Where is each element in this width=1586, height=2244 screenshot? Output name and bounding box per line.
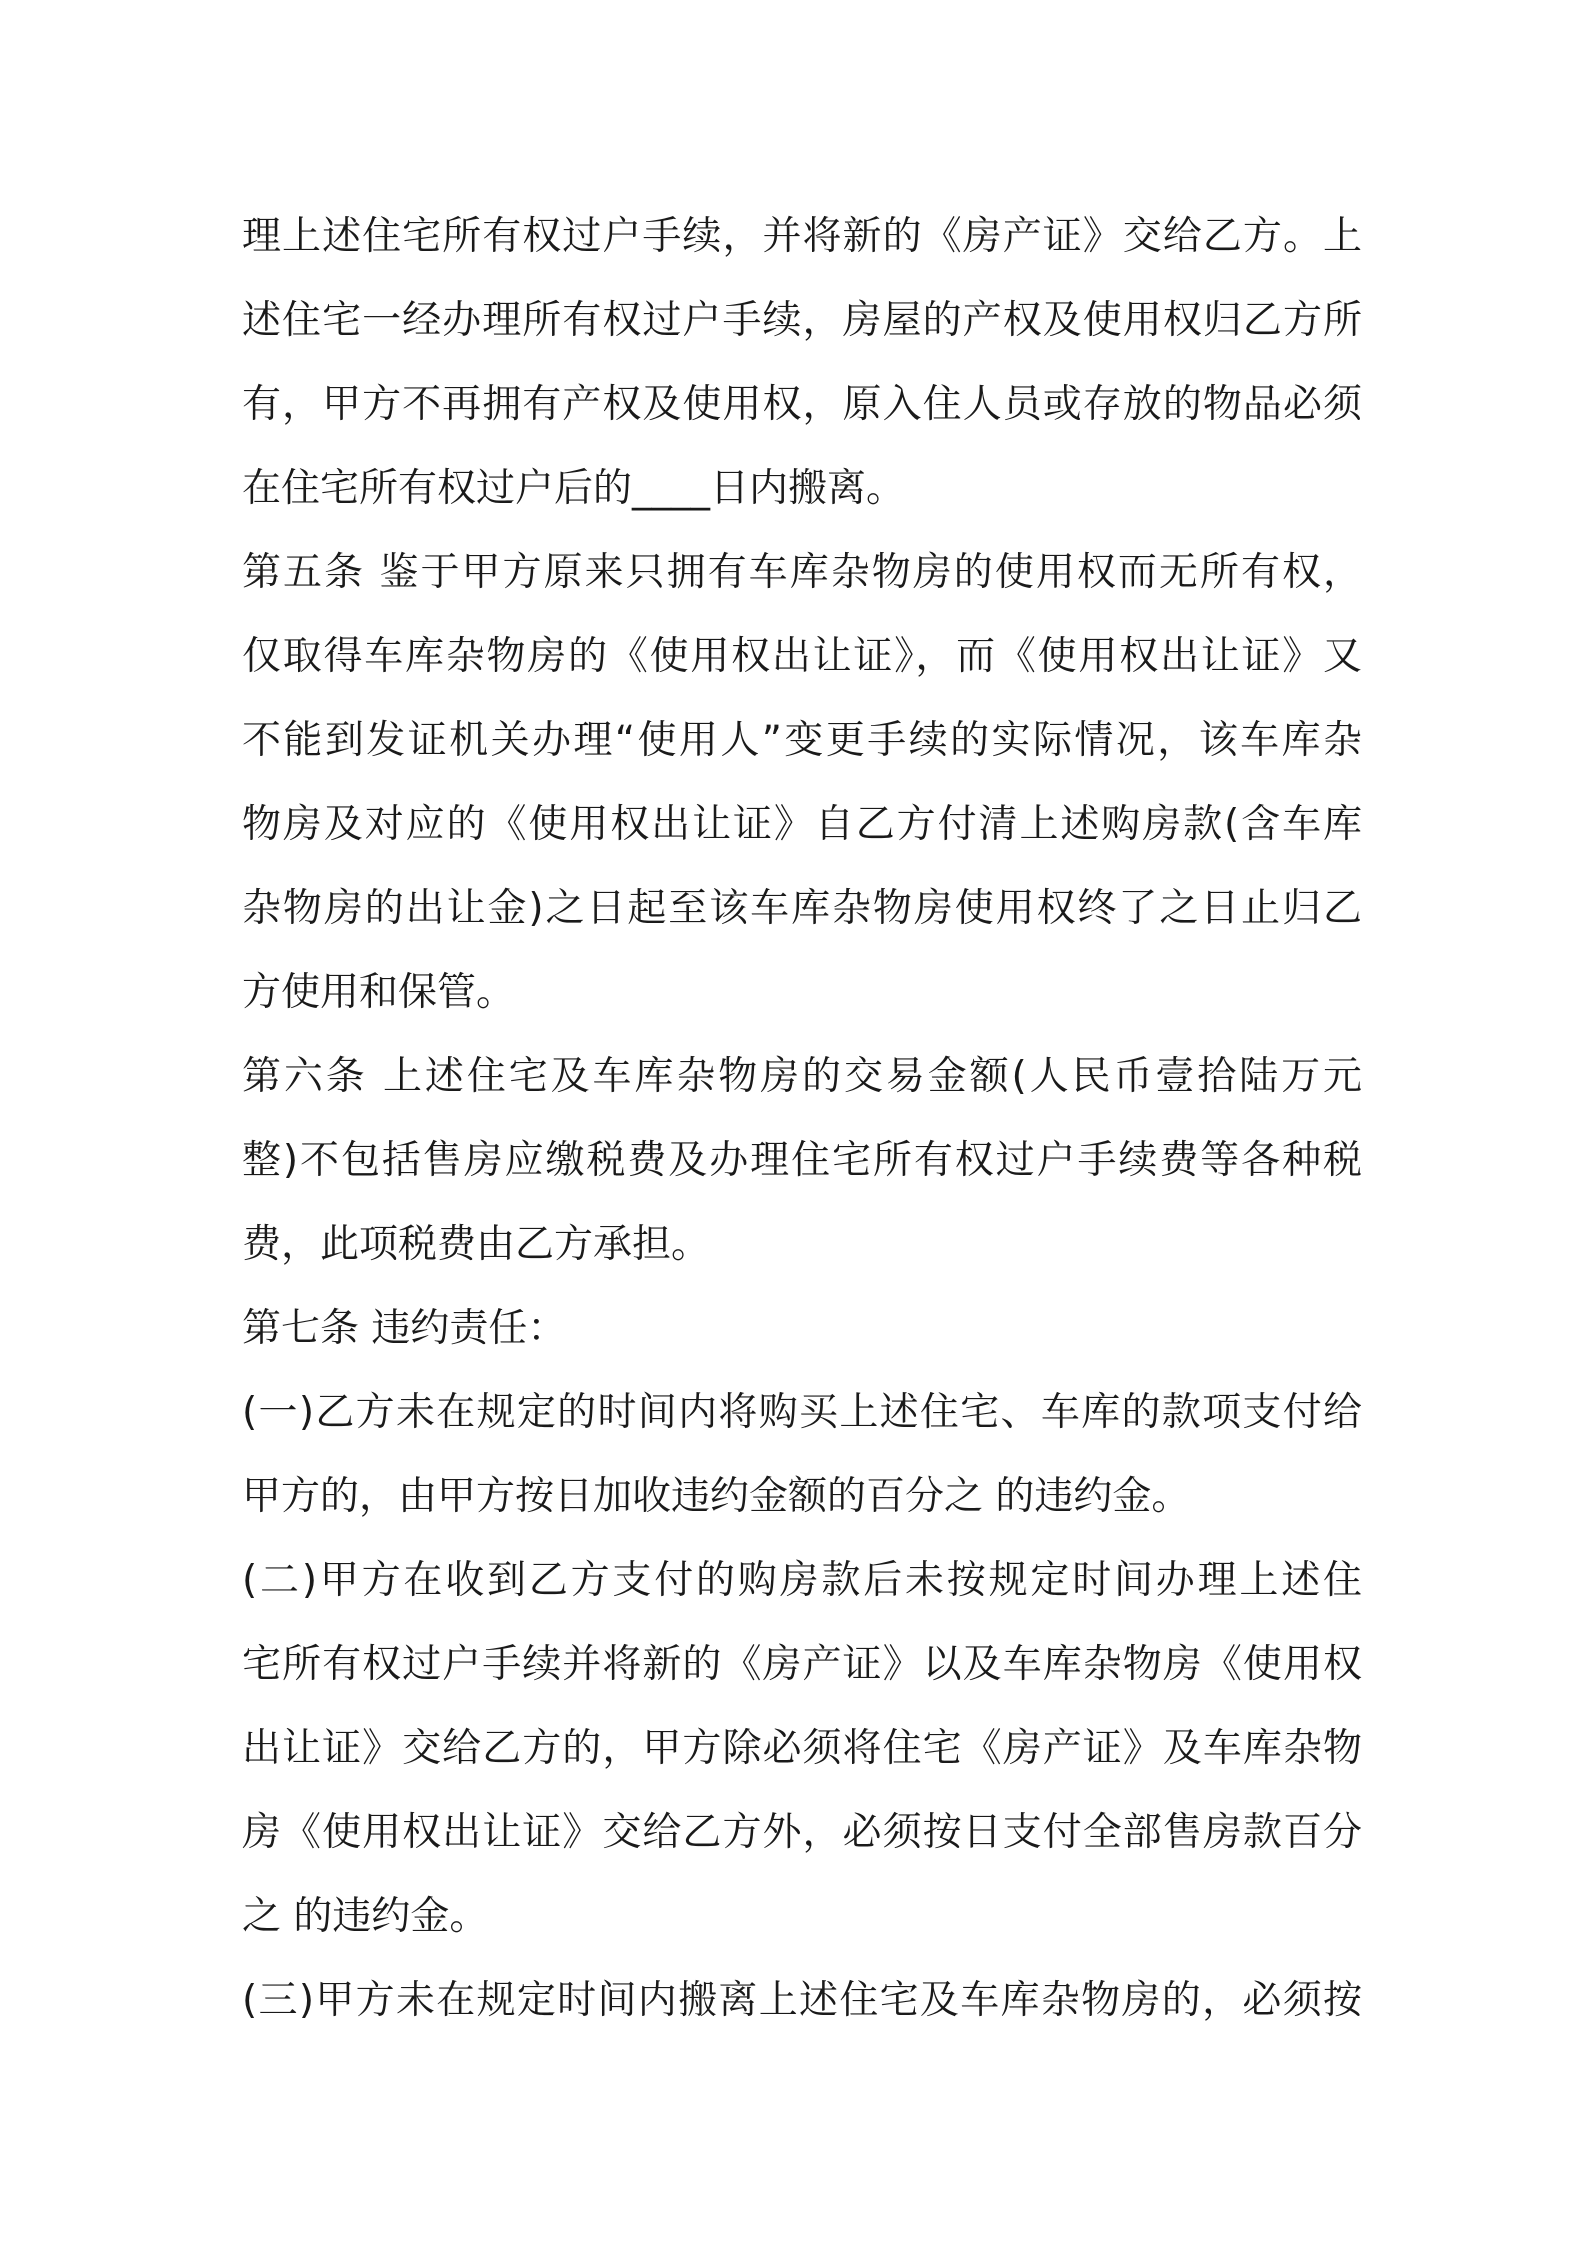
text-line: 述住宅一经办理所有权过户手续，房屋的产权及使用权归乙方所 [242,298,1362,343]
text-line: 仅取得车库杂物房的《使用权出让证》，而《使用权出让证》又 [242,634,1362,679]
text-line: 杂物房的出让金)之日起至该车库杂物房使用权终了之日止归乙 [242,886,1362,931]
text-line: 有，甲方不再拥有产权及使用权，原入住人员或存放的物品必须 [242,382,1362,427]
text-line: 费，此项税费由乙方承担。 [242,1222,711,1267]
text-line: (一)乙方未在规定的时间内将购买上述住宅、车库的款项支付给 [242,1390,1362,1435]
text-line: 房《使用权出让证》交给乙方外，必须按日支付全部售房款百分 [242,1810,1362,1855]
contract-text-body [242,195,1362,2043]
text-line: 之 的违约金。 [242,1894,489,1939]
text-line: 出让证》交给乙方的，甲方除必须将住宅《房产证》及车库杂物 [242,1726,1362,1771]
text-line: 在住宅所有权过户后的____日内搬离。 [242,466,906,511]
text-line: 理上述住宅所有权过户手续，并将新的《房产证》交给乙方。上 [242,214,1362,259]
text-line: (二)甲方在收到乙方支付的购房款后未按规定时间办理上述住 [242,1558,1362,1603]
text-line: 第六条 上述住宅及车库杂物房的交易金额(人民币壹拾陆万元 [242,1054,1362,1099]
text-line: 不能到发证机关办理“使用人”变更手续的实际情况，该车库杂 [242,718,1362,763]
text-line: 宅所有权过户手续并将新的《房产证》以及车库杂物房《使用权 [242,1642,1362,1687]
text-line: 甲方的，由甲方按日加收违约金额的百分之 的违约金。 [242,1474,1191,1519]
text-line: 第五条 鉴于甲方原来只拥有车库杂物房的使用权而无所有权， [242,550,1362,595]
text-line: 第七条 违约责任： [242,1306,567,1351]
text-line: 方使用和保管。 [242,970,516,1015]
text-line: 物房及对应的《使用权出让证》自乙方付清上述购房款(含车库 [242,802,1362,847]
text-line: (三)甲方未在规定时间内搬离上述住宅及车库杂物房的，必须按 [242,1978,1362,2023]
text-line: 整)不包括售房应缴税费及办理住宅所有权过户手续费等各种税 [242,1138,1362,1183]
